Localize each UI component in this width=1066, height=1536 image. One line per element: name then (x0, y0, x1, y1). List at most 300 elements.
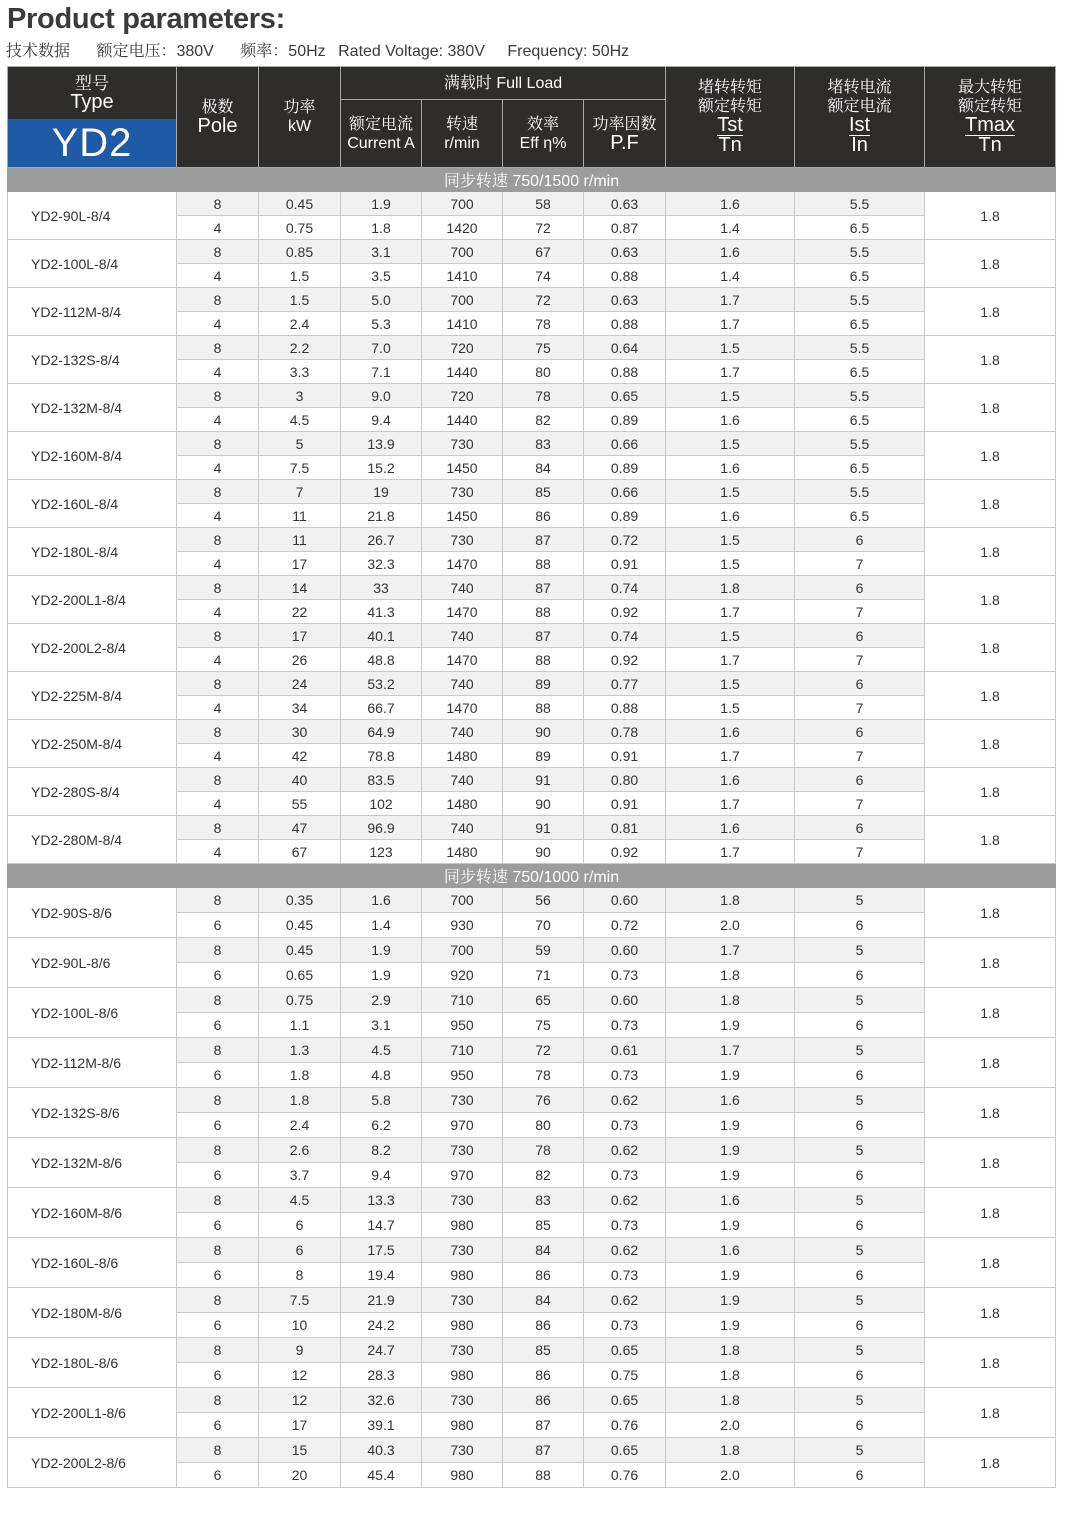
tst-ratio-cell: 1.7 (666, 600, 795, 624)
model-name-cell: YD2-200L2-8/6 (8, 1438, 177, 1488)
efficiency-cell: 88 (503, 648, 584, 672)
kw-cell: 9 (259, 1338, 341, 1363)
tst-ratio-cell: 1.9 (666, 1138, 795, 1163)
pole-cell: 8 (177, 1088, 259, 1113)
power-factor-cell: 0.63 (584, 240, 666, 264)
tst-ratio-cell: 1.6 (666, 816, 795, 840)
power-factor-cell: 0.63 (584, 192, 666, 216)
speed-cell: 700 (422, 192, 503, 216)
power-factor-cell: 0.61 (584, 1038, 666, 1063)
current-cell: 9.0 (341, 384, 422, 408)
table-row (8, 816, 1056, 840)
power-factor-cell: 0.91 (584, 552, 666, 576)
tst-ratio-cell: 2.0 (666, 1463, 795, 1488)
ist-ratio-cell: 5 (795, 988, 925, 1013)
current-cell: 3.1 (341, 1013, 422, 1038)
efficiency-cell: 83 (503, 432, 584, 456)
speed-cell: 950 (422, 1013, 503, 1038)
kw-cell: 17 (259, 624, 341, 648)
current-cell: 9.4 (341, 1163, 422, 1188)
speed-cell: 740 (422, 768, 503, 792)
pole-cell: 6 (177, 1463, 259, 1488)
pole-cell: 6 (177, 1363, 259, 1388)
current-cell: 5.0 (341, 288, 422, 312)
kw-cell: 3.7 (259, 1163, 341, 1188)
efficiency-cell: 70 (503, 913, 584, 938)
efficiency-cell: 82 (503, 408, 584, 432)
tmax-ratio-cell: 1.8 (925, 768, 1056, 816)
ist-ratio-cell: 6 (795, 1463, 925, 1488)
speed-cell: 1420 (422, 216, 503, 240)
current-cell: 1.9 (341, 963, 422, 988)
power-factor-cell: 0.62 (584, 1138, 666, 1163)
tst-ratio-cell: 1.6 (666, 1238, 795, 1263)
power-factor-cell: 0.62 (584, 1088, 666, 1113)
efficiency-cell: 72 (503, 288, 584, 312)
ist-ratio-cell: 5 (795, 1188, 925, 1213)
speed-cell: 970 (422, 1163, 503, 1188)
header-efficiency-en: Eff η% (519, 134, 567, 152)
ist-ratio-cell: 6.5 (795, 456, 925, 480)
tmax-ratio-cell: 1.8 (925, 988, 1056, 1038)
power-factor-cell: 0.73 (584, 963, 666, 988)
tmax-ratio-cell: 1.8 (925, 576, 1056, 624)
current-cell: 28.3 (341, 1363, 422, 1388)
pole-cell: 4 (177, 600, 259, 624)
header-full-load: 满载时 Full Load (341, 67, 666, 100)
tst-ratio-cell: 1.9 (666, 1113, 795, 1138)
efficiency-cell: 86 (503, 1313, 584, 1338)
power-factor-cell: 0.73 (584, 1063, 666, 1088)
efficiency-cell: 88 (503, 1463, 584, 1488)
model-name-cell: YD2-112M-8/6 (8, 1038, 177, 1088)
speed-cell: 700 (422, 288, 503, 312)
power-factor-cell: 0.88 (584, 312, 666, 336)
header-tmax-num: Tmax (965, 114, 1016, 136)
header-power-factor-cn: 功率因数 (592, 115, 657, 133)
ist-ratio-cell: 5 (795, 1038, 925, 1063)
speed-cell: 980 (422, 1313, 503, 1338)
tst-ratio-cell: 1.8 (666, 988, 795, 1013)
ist-ratio-cell: 7 (795, 600, 925, 624)
ist-ratio-cell: 7 (795, 840, 925, 864)
power-factor-cell: 0.66 (584, 480, 666, 504)
tst-ratio-cell: 1.9 (666, 1163, 795, 1188)
header-tmax-den: Tn (978, 134, 1002, 156)
tmax-ratio-cell: 1.8 (925, 672, 1056, 720)
tst-ratio-cell: 1.4 (666, 216, 795, 240)
current-cell: 8.2 (341, 1138, 422, 1163)
current-cell: 15.2 (341, 456, 422, 480)
kw-cell: 55 (259, 792, 341, 816)
model-name-cell: YD2-132S-8/4 (8, 336, 177, 384)
tst-ratio-cell: 1.6 (666, 456, 795, 480)
ist-ratio-cell: 5.5 (795, 384, 925, 408)
model-name-cell: YD2-160L-8/6 (8, 1238, 177, 1288)
header-current-en: Current A (347, 134, 415, 152)
efficiency-cell: 85 (503, 1213, 584, 1238)
page-subtitle (6, 38, 651, 61)
efficiency-cell: 87 (503, 576, 584, 600)
table-row (8, 938, 1056, 963)
power-factor-cell: 0.91 (584, 792, 666, 816)
table-row (8, 576, 1056, 600)
ist-ratio-cell: 6.5 (795, 408, 925, 432)
speed-cell: 1470 (422, 600, 503, 624)
ist-ratio-cell: 6 (795, 1263, 925, 1288)
kw-cell: 4.5 (259, 408, 341, 432)
model-name-cell: YD2-100L-8/6 (8, 988, 177, 1038)
table-row (8, 528, 1056, 552)
tst-ratio-cell: 1.5 (666, 480, 795, 504)
tst-ratio-cell: 1.8 (666, 1388, 795, 1413)
kw-cell: 7 (259, 480, 341, 504)
ist-ratio-cell: 7 (795, 792, 925, 816)
tmax-ratio-cell: 1.8 (925, 240, 1056, 288)
power-factor-cell: 0.72 (584, 913, 666, 938)
efficiency-cell: 80 (503, 360, 584, 384)
pole-cell: 4 (177, 696, 259, 720)
power-factor-cell: 0.92 (584, 648, 666, 672)
kw-cell: 0.45 (259, 192, 341, 216)
ist-ratio-cell: 5.5 (795, 480, 925, 504)
kw-cell: 22 (259, 600, 341, 624)
efficiency-cell: 72 (503, 1038, 584, 1063)
ist-ratio-cell: 7 (795, 696, 925, 720)
ist-ratio-cell: 5 (795, 1088, 925, 1113)
current-cell: 1.9 (341, 192, 422, 216)
current-cell: 83.5 (341, 768, 422, 792)
current-cell: 19.4 (341, 1263, 422, 1288)
power-factor-cell: 0.88 (584, 360, 666, 384)
pole-cell: 4 (177, 408, 259, 432)
pole-cell: 6 (177, 1313, 259, 1338)
parameters-table (7, 66, 1056, 1488)
efficiency-cell: 67 (503, 240, 584, 264)
efficiency-cell: 86 (503, 1388, 584, 1413)
pole-cell: 8 (177, 816, 259, 840)
pole-cell: 8 (177, 1338, 259, 1363)
ist-ratio-cell: 5 (795, 1288, 925, 1313)
speed-cell: 980 (422, 1363, 503, 1388)
efficiency-cell: 65 (503, 988, 584, 1013)
pole-cell: 6 (177, 963, 259, 988)
power-factor-cell: 0.74 (584, 576, 666, 600)
pole-cell: 4 (177, 840, 259, 864)
tst-ratio-cell: 1.7 (666, 792, 795, 816)
header-efficiency-cn: 效率 (526, 115, 559, 133)
efficiency-cell: 87 (503, 1438, 584, 1463)
kw-cell: 1.8 (259, 1088, 341, 1113)
header-power-factor (584, 100, 666, 168)
efficiency-cell: 89 (503, 672, 584, 696)
current-cell: 33 (341, 576, 422, 600)
speed-cell: 700 (422, 888, 503, 913)
tmax-ratio-cell: 1.8 (925, 192, 1056, 240)
speed-cell: 1480 (422, 744, 503, 768)
model-name-cell: YD2-160L-8/4 (8, 480, 177, 528)
tst-ratio-cell: 1.7 (666, 744, 795, 768)
tst-ratio-cell: 1.6 (666, 192, 795, 216)
pole-cell: 4 (177, 504, 259, 528)
header-tst-num: Tst (717, 114, 743, 136)
current-cell: 9.4 (341, 408, 422, 432)
pole-cell: 8 (177, 480, 259, 504)
model-name-cell: YD2-90S-8/6 (8, 888, 177, 938)
table-row (8, 988, 1056, 1013)
ist-ratio-cell: 6.5 (795, 216, 925, 240)
kw-cell: 10 (259, 1313, 341, 1338)
current-cell: 48.8 (341, 648, 422, 672)
current-cell: 17.5 (341, 1238, 422, 1263)
kw-cell: 1.8 (259, 1063, 341, 1088)
kw-cell: 2.4 (259, 1113, 341, 1138)
efficiency-cell: 74 (503, 264, 584, 288)
header-ist (795, 67, 925, 168)
power-factor-cell: 0.62 (584, 1238, 666, 1263)
efficiency-cell: 88 (503, 600, 584, 624)
speed-cell: 730 (422, 480, 503, 504)
tmax-ratio-cell: 1.8 (925, 432, 1056, 480)
tmax-ratio-cell: 1.8 (925, 336, 1056, 384)
power-factor-cell: 0.89 (584, 456, 666, 480)
power-factor-cell: 0.66 (584, 432, 666, 456)
table-row (8, 1388, 1056, 1413)
table-row (8, 432, 1056, 456)
speed-cell: 980 (422, 1463, 503, 1488)
ist-ratio-cell: 5.5 (795, 432, 925, 456)
power-factor-cell: 0.64 (584, 336, 666, 360)
header-pole-cn: 极数 (201, 99, 234, 116)
speed-cell: 730 (422, 1338, 503, 1363)
ist-ratio-cell: 5.5 (795, 336, 925, 360)
table-row (8, 384, 1056, 408)
ist-ratio-cell: 5 (795, 1438, 925, 1463)
kw-cell: 14 (259, 576, 341, 600)
tst-ratio-cell: 1.9 (666, 1063, 795, 1088)
efficiency-cell: 75 (503, 1013, 584, 1038)
speed-cell: 730 (422, 1388, 503, 1413)
header-kw (259, 67, 341, 168)
tst-ratio-cell: 1.7 (666, 288, 795, 312)
power-factor-cell: 0.91 (584, 744, 666, 768)
power-factor-cell: 0.89 (584, 504, 666, 528)
pole-cell: 4 (177, 312, 259, 336)
speed-cell: 980 (422, 1413, 503, 1438)
power-factor-cell: 0.65 (584, 1438, 666, 1463)
kw-cell: 17 (259, 552, 341, 576)
speed-cell: 740 (422, 816, 503, 840)
table-body (8, 168, 1056, 1488)
kw-cell: 0.65 (259, 963, 341, 988)
section-header-row (8, 168, 1056, 192)
table-row (8, 720, 1056, 744)
table-row (8, 240, 1056, 264)
kw-cell: 42 (259, 744, 341, 768)
power-factor-cell: 0.65 (584, 1388, 666, 1413)
efficiency-cell: 87 (503, 528, 584, 552)
model-name-cell: YD2-132S-8/6 (8, 1088, 177, 1138)
pole-cell: 6 (177, 1113, 259, 1138)
pole-cell: 8 (177, 768, 259, 792)
tmax-ratio-cell: 1.8 (925, 1338, 1056, 1388)
pole-cell: 8 (177, 720, 259, 744)
speed-cell: 700 (422, 240, 503, 264)
tmax-ratio-cell: 1.8 (925, 888, 1056, 938)
subtitle-frequency-en: Frequency: 50Hz (507, 43, 630, 60)
table-row (8, 480, 1056, 504)
header-current-cn: 额定电流 (348, 115, 413, 133)
power-factor-cell: 0.77 (584, 672, 666, 696)
pole-cell: 6 (177, 1263, 259, 1288)
header-pole (177, 67, 259, 168)
efficiency-cell: 76 (503, 1088, 584, 1113)
kw-cell: 0.75 (259, 988, 341, 1013)
model-name-cell: YD2-180M-8/6 (8, 1288, 177, 1338)
tst-ratio-cell: 1.7 (666, 648, 795, 672)
table-row (8, 672, 1056, 696)
pole-cell: 8 (177, 1288, 259, 1313)
ist-ratio-cell: 5.5 (795, 192, 925, 216)
kw-cell: 1.5 (259, 288, 341, 312)
tmax-ratio-cell: 1.8 (925, 288, 1056, 336)
tmax-ratio-cell: 1.8 (925, 1138, 1056, 1188)
tst-ratio-cell: 1.6 (666, 504, 795, 528)
tst-ratio-cell: 1.5 (666, 384, 795, 408)
power-factor-cell: 0.73 (584, 1013, 666, 1038)
tst-ratio-cell: 1.6 (666, 720, 795, 744)
model-name-cell: YD2-200L1-8/6 (8, 1388, 177, 1438)
tmax-ratio-cell: 1.8 (925, 938, 1056, 988)
ist-ratio-cell: 6 (795, 1013, 925, 1038)
section-header-row (8, 864, 1056, 888)
tst-ratio-cell: 1.5 (666, 624, 795, 648)
kw-cell: 3.3 (259, 360, 341, 384)
pole-cell: 8 (177, 1438, 259, 1463)
ist-ratio-cell: 6.5 (795, 504, 925, 528)
pole-cell: 6 (177, 1413, 259, 1438)
header-tst (666, 67, 795, 168)
model-name-cell: YD2-160M-8/4 (8, 432, 177, 480)
header-type-cn: 型号 (75, 74, 109, 93)
pole-cell: 8 (177, 1138, 259, 1163)
efficiency-cell: 71 (503, 963, 584, 988)
pole-cell: 8 (177, 1238, 259, 1263)
table-row (8, 888, 1056, 913)
power-factor-cell: 0.62 (584, 1288, 666, 1313)
efficiency-cell: 87 (503, 624, 584, 648)
current-cell: 1.6 (341, 888, 422, 913)
header-tst-fraction (717, 116, 743, 155)
efficiency-cell: 87 (503, 1413, 584, 1438)
kw-cell: 0.45 (259, 938, 341, 963)
tmax-ratio-cell: 1.8 (925, 384, 1056, 432)
header-current (341, 100, 422, 168)
efficiency-cell: 78 (503, 312, 584, 336)
speed-cell: 740 (422, 624, 503, 648)
model-name-cell: YD2-132M-8/6 (8, 1138, 177, 1188)
efficiency-cell: 82 (503, 1163, 584, 1188)
kw-cell: 1.5 (259, 264, 341, 288)
tmax-ratio-cell: 1.8 (925, 1038, 1056, 1088)
ist-ratio-cell: 5 (795, 938, 925, 963)
current-cell: 6.2 (341, 1113, 422, 1138)
header-tmax-cn1: 最大转矩 (958, 79, 1023, 96)
ist-ratio-cell: 6 (795, 1063, 925, 1088)
tmax-ratio-cell: 1.8 (925, 1438, 1056, 1488)
current-cell: 32.3 (341, 552, 422, 576)
ist-ratio-cell: 6 (795, 528, 925, 552)
header-pole-en: Pole (197, 115, 238, 137)
tst-ratio-cell: 1.8 (666, 1438, 795, 1463)
efficiency-cell: 84 (503, 456, 584, 480)
pole-cell: 6 (177, 1213, 259, 1238)
current-cell: 7.0 (341, 336, 422, 360)
subtitle-voltage-en: Rated Voltage: 380V (338, 43, 485, 60)
tst-ratio-cell: 1.5 (666, 672, 795, 696)
efficiency-cell: 58 (503, 192, 584, 216)
speed-cell: 730 (422, 1088, 503, 1113)
tst-ratio-cell: 2.0 (666, 913, 795, 938)
speed-cell: 1470 (422, 696, 503, 720)
pole-cell: 4 (177, 744, 259, 768)
kw-cell: 40 (259, 768, 341, 792)
efficiency-cell: 83 (503, 1188, 584, 1213)
current-cell: 40.1 (341, 624, 422, 648)
kw-cell: 12 (259, 1363, 341, 1388)
speed-cell: 740 (422, 720, 503, 744)
table-row (8, 1438, 1056, 1463)
header-speed-en: r/min (444, 134, 480, 152)
current-cell: 21.8 (341, 504, 422, 528)
current-cell: 19 (341, 480, 422, 504)
header-tmax-fraction (965, 116, 1015, 155)
efficiency-cell: 88 (503, 552, 584, 576)
kw-cell: 0.85 (259, 240, 341, 264)
current-cell: 123 (341, 840, 422, 864)
ist-ratio-cell: 6.5 (795, 312, 925, 336)
tmax-ratio-cell: 1.8 (925, 1088, 1056, 1138)
model-name-cell: YD2-180L-8/6 (8, 1338, 177, 1388)
power-factor-cell: 0.92 (584, 600, 666, 624)
speed-cell: 950 (422, 1063, 503, 1088)
ist-ratio-cell: 5 (795, 1388, 925, 1413)
speed-cell: 930 (422, 913, 503, 938)
power-factor-cell: 0.60 (584, 938, 666, 963)
ist-ratio-cell: 6 (795, 624, 925, 648)
pole-cell: 8 (177, 192, 259, 216)
pole-cell: 8 (177, 1388, 259, 1413)
power-factor-cell: 0.81 (584, 816, 666, 840)
header-tst-cn1: 堵转转矩 (698, 79, 763, 96)
speed-cell: 1410 (422, 264, 503, 288)
efficiency-cell: 85 (503, 480, 584, 504)
model-name-cell: YD2-112M-8/4 (8, 288, 177, 336)
power-factor-cell: 0.73 (584, 1213, 666, 1238)
pole-cell: 4 (177, 552, 259, 576)
current-cell: 45.4 (341, 1463, 422, 1488)
kw-cell: 1.3 (259, 1038, 341, 1063)
speed-cell: 740 (422, 672, 503, 696)
current-cell: 7.1 (341, 360, 422, 384)
model-name-cell: YD2-280M-8/4 (8, 816, 177, 864)
pole-cell: 8 (177, 240, 259, 264)
header-tmax (925, 67, 1056, 168)
kw-cell: 26 (259, 648, 341, 672)
ist-ratio-cell: 5 (795, 888, 925, 913)
tmax-ratio-cell: 1.8 (925, 1288, 1056, 1338)
speed-cell: 1410 (422, 312, 503, 336)
